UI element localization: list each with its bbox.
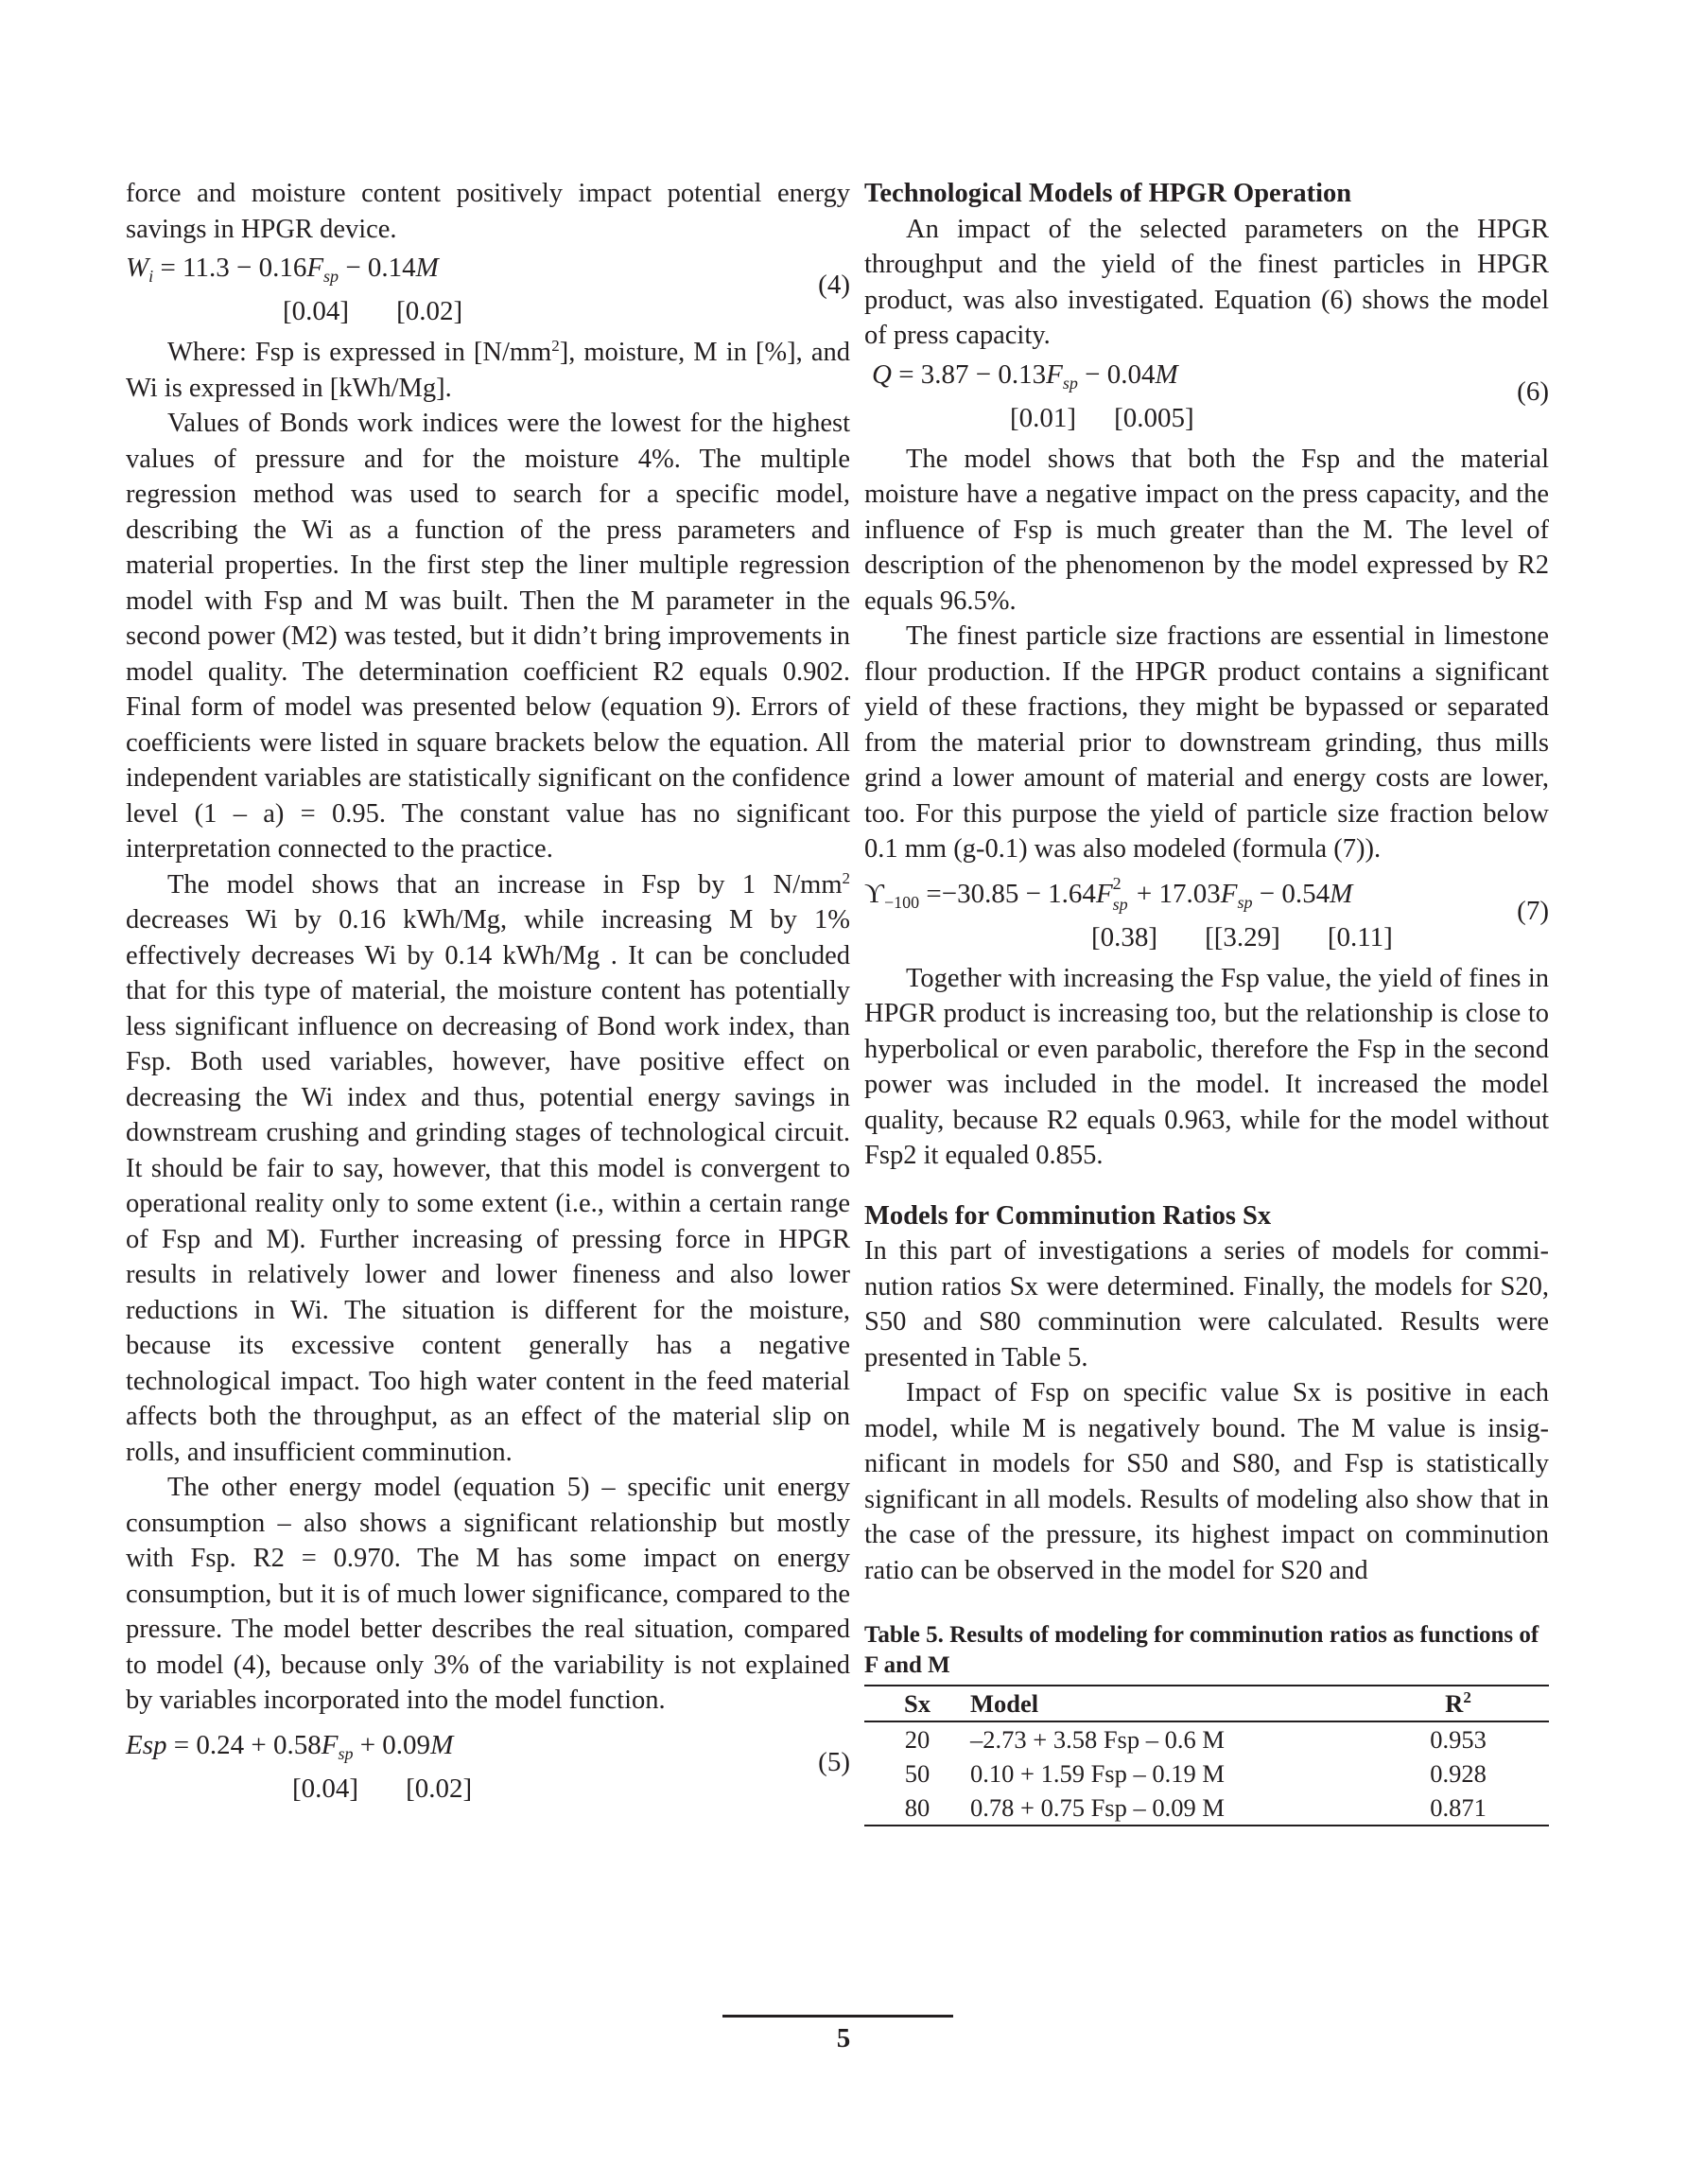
equation-number: (4) [818,270,850,300]
footer-rule [722,2015,953,2018]
paragraph: Impact of Fsp on specific value Sx is positive in each model, while M is negatively bound. The M value is insignificant in models for S50 and S80, and Fsp is statistically significant in all models. Results of modeling also show that in the case of the pressure, its highest impact on comminution ratio can be observed in the model for S20 and [864,1378,1549,1585]
table-cell: 0.928 [1430,1758,1487,1788]
equation-number: (6) [1517,376,1549,407]
equation-6 [864,358,1549,436]
paragraph: Values of Bonds work indices were the lowest for the highest values of pressure and for the moisture 4%. The multiple regression method was used to search for a specific model, describing the Wi as a function of the press parameters and material properties. In the first step the liner multiple regression model with Fsp and M was built. Then the M parameter in the second power (M2) was tested, but it didn’t bring improvements in model quality. The determination coefficient R2 equals 0.902. Final form of model was presented below (equation 9). Errors of coefficients were listed in square brackets below the equation. All independent variables are statistically significant on the confidence level (1 – a) = 0.95. The constant value has no significant interpretation connected to the practice. [126,409,850,864]
table-caption: Table 5. Results of modeling for comminution ratios as functions of F and M [864,1622,1539,1678]
left-column [126,176,850,1812]
table-cell: 80 [904,1792,930,1822]
table-row [864,1791,1549,1826]
equation-main: $Q = 3.87 - 0.13F_{sp} - 0.04M$ [872,358,1178,393]
paragraph: The other energy model (equation 5) – specific unit energy consumption – also shows a significant relationship but mostly with Fsp. R2 = 0.970. The M has some impact on energy consumption, but it is of much lower significance, compared to the pressure. The model better describes the real situation, compared to model (4), because only 3% of the variability is not explained by variables incorporated into the model function. [126,1473,850,1715]
table-cell: 0.10 + 1.59 Fsp – 0.19 M [970,1758,1225,1788]
table-cell: 0.871 [1430,1792,1487,1822]
table-cell: 50 [904,1758,930,1788]
equation-7 [864,873,1549,955]
section-heading: Models for Comminution Ratios Sx [864,1200,1272,1231]
table-row [864,1721,1549,1756]
table-5 [864,1620,1549,1826]
column-header: $R^2$ [1445,1687,1471,1718]
right-column [864,176,1549,1826]
table-cell: –2.73 + 3.58 Fsp – 0.6 M [970,1724,1225,1754]
table-cell: 20 [904,1724,930,1754]
equation-main: $ϒ_{-100} =-30.85 - 1.64F$ 2 sp + $17.03F_{sp} - 0.54M$ [864,873,1353,914]
table-header-row [864,1686,1549,1721]
paragraph: Together with increasing the Fsp value, the yield of fines in HPGR product is increasing too, but the relationship is close to hyperbolical or even parabolic, therefore the Fsp in the second power was included in the model. It increased the model quality, because R2 equals 0.963, while for the model without Fsp2 it equaled 0.855. [864,963,1549,1170]
section-heading: Technological Models of HPGR Operation [864,179,1352,208]
results-table [864,1685,1549,1826]
paragraph: The finest particle size fractions are essential in limestone flour production. If the HPGR product contains a significant yield of these fractions, they might be bypassed or separated from the material prior to downstream grinding, thus mills grind a lower amount of material and energy costs are lower, too. For this purpose the yield of particle size fraction below 0.1 mm (g-0.1) was also modeled (formula (7)). [864,621,1549,864]
table-cell: 0.78 + 0.75 Fsp – 0.09 M [970,1792,1225,1822]
equation-5 [126,1728,850,1807]
paragraph: force and moisture content positively impact potential energy savings in HPGR device. [126,179,850,244]
table-row [864,1756,1549,1791]
equation-errors: [0.01] [0.005] [1010,402,1194,433]
paragraph: The model shows that both the Fsp and the material moisture have a negative impact on the press capacity, and the influence of Fsp is much greater than the M. The level of description of the phenomenon by the model expressed by R2 equals 96.5%. [864,444,1549,616]
table-cell: 0.953 [1430,1724,1487,1754]
column-header: Model [970,1688,1039,1718]
column-header: Sx [904,1688,930,1718]
equation-main: Esp = $0.24 + 0.58F_{sp} + 0.09M$ [126,1729,454,1763]
equation-number: (7) [1517,895,1549,926]
equation-number: (5) [818,1746,850,1777]
equation-main: $W_i = 11.3 - 0.16F_{sp} - 0.14M$ [126,253,439,286]
paragraph: The model shows that an increase in Fsp by 1 $N/mm^2$ decreases Wi by 0.16 kWh/Mg, while increasing M by 1% effectively decreases Wi by 0.14 kWh/Mg . It can be concluded that for this type of material, the moisture content has potentially less significant influence on decreasing of Bond work index, than Fsp. Both used variables, however, have positive effect on decreasing the Wi index and thus, potential energy savings in downstream crushing and grinding stages of technological circuit. It should be fair to say, however, that this model is convergent to operational reality only to some extent (i.e., within a certain range of Fsp and M). Further increasing of pressing force in HPGR results in relatively lower and lower fineness and also lower reductions in Wi. The situation is different for the moisture, because its excessive content generally has a negative technological impact. Too high water content in the feed material affects both the throughput, as an effect of the material slip on rolls, and insufficient comminution. [126,868,850,1467]
page-number: 5 [836,2023,851,2053]
paragraph: Where: Fsp is expressed in $[N/mm^2]$, moisture, M in [%], and Wi is expressed in [kWh/Mg]. [126,337,850,403]
equation-errors: [0.04] [0.02] [283,296,463,326]
equation-errors: [0.04] [0.02] [292,1773,473,1804]
equation-4 [126,251,850,329]
paragraph: In this part of investigations a series of models for comminution ratios Sx were determined. Finally, the models for S20, S50 and S80 comminution were calculated. Results were presented in Table 5. [864,1236,1549,1372]
equation-errors: [0.38] [[3.29] [0.11] [1091,921,1393,952]
paragraph: An impact of the selected parameters on the HPGR throughput and the yield of the finest particles in HPGR product, was also investigated. Equation (6) shows the model of press capacity. [864,214,1549,350]
